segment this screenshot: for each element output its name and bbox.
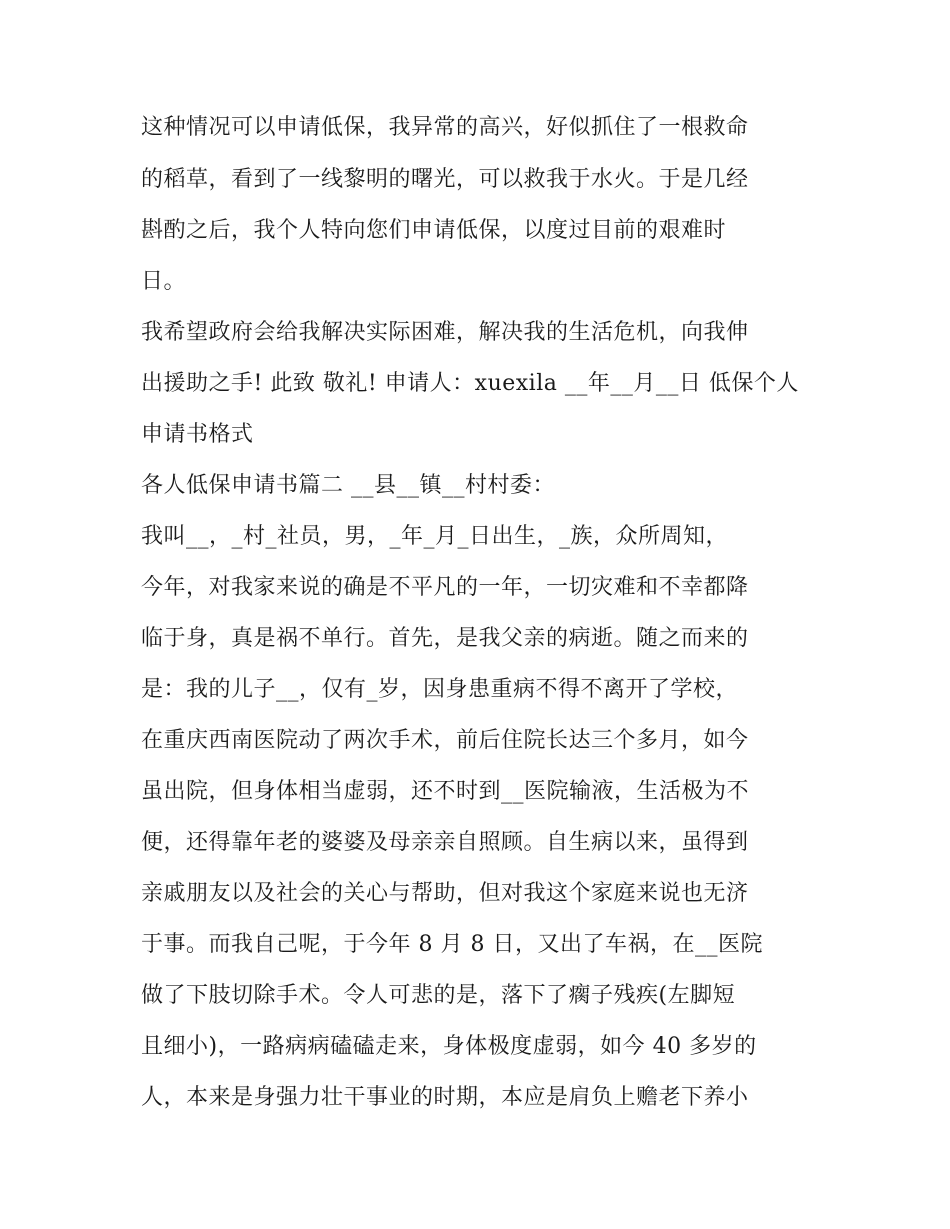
- text-line: 日。: [141, 269, 187, 294]
- text-line: 出援助之手! 此致 敬礼! 申请人：xuexila __年__月__日 低保个人: [141, 371, 799, 396]
- text-line: 是：我的儿子__，仅有_岁，因身患重病不得不离开了学校，: [141, 677, 739, 702]
- text-line: 临于身，真是祸不单行。首先，是我父亲的病逝。随之而来的: [141, 626, 749, 651]
- text-line: 我叫__，_村_社员，男，_年_月_日出生，_族，众所周知，: [141, 524, 729, 549]
- text-line: 的稻草，看到了一线黎明的曙光，可以救我于水火。于是几经: [141, 167, 749, 192]
- text-line: 今年，对我家来说的确是不平凡的一年，一切灾难和不幸都降: [141, 575, 749, 600]
- text-line: 斟酌之后，我个人特向您们申请低保，以度过目前的艰难时: [141, 218, 727, 243]
- text-line: 虽出院，但身体相当虚弱，还不时到__医院输液，生活极为不: [141, 779, 750, 804]
- text-line: 亲戚朋友以及社会的关心与帮助，但对我这个家庭来说也无济: [141, 881, 749, 906]
- text-line: 且细小)，一路病病磕磕走来，身体极度虚弱，如今 40 多岁的: [141, 1034, 757, 1059]
- text-line: 便，还得靠年老的婆婆及母亲亲自照顾。自生病以来，虽得到: [141, 830, 749, 855]
- section-heading: 各人低保申请书篇二 __县__镇__村村委：: [141, 473, 555, 498]
- text-line: 做了下肢切除手术。令人可悲的是，落下了瘸子残疾(左脚短: [141, 983, 736, 1008]
- text-line: 于事。而我自己呢，于今年 8 月 8 日，又出了车祸，在__医院: [141, 932, 763, 957]
- text-line: 申请书格式: [141, 422, 254, 447]
- text-line: 在重庆西南医院动了两次手术，前后住院长达三个多月，如今: [141, 728, 749, 753]
- text-line: 我希望政府会给我解决实际困难，解决我的生活危机，向我伸: [141, 320, 749, 345]
- text-line: 这种情况可以申请低保，我异常的高兴，好似抓住了一根救命: [141, 115, 749, 140]
- text-line: 人，本来是身强力壮干事业的时期，本应是肩负上赡老下养小: [141, 1085, 749, 1110]
